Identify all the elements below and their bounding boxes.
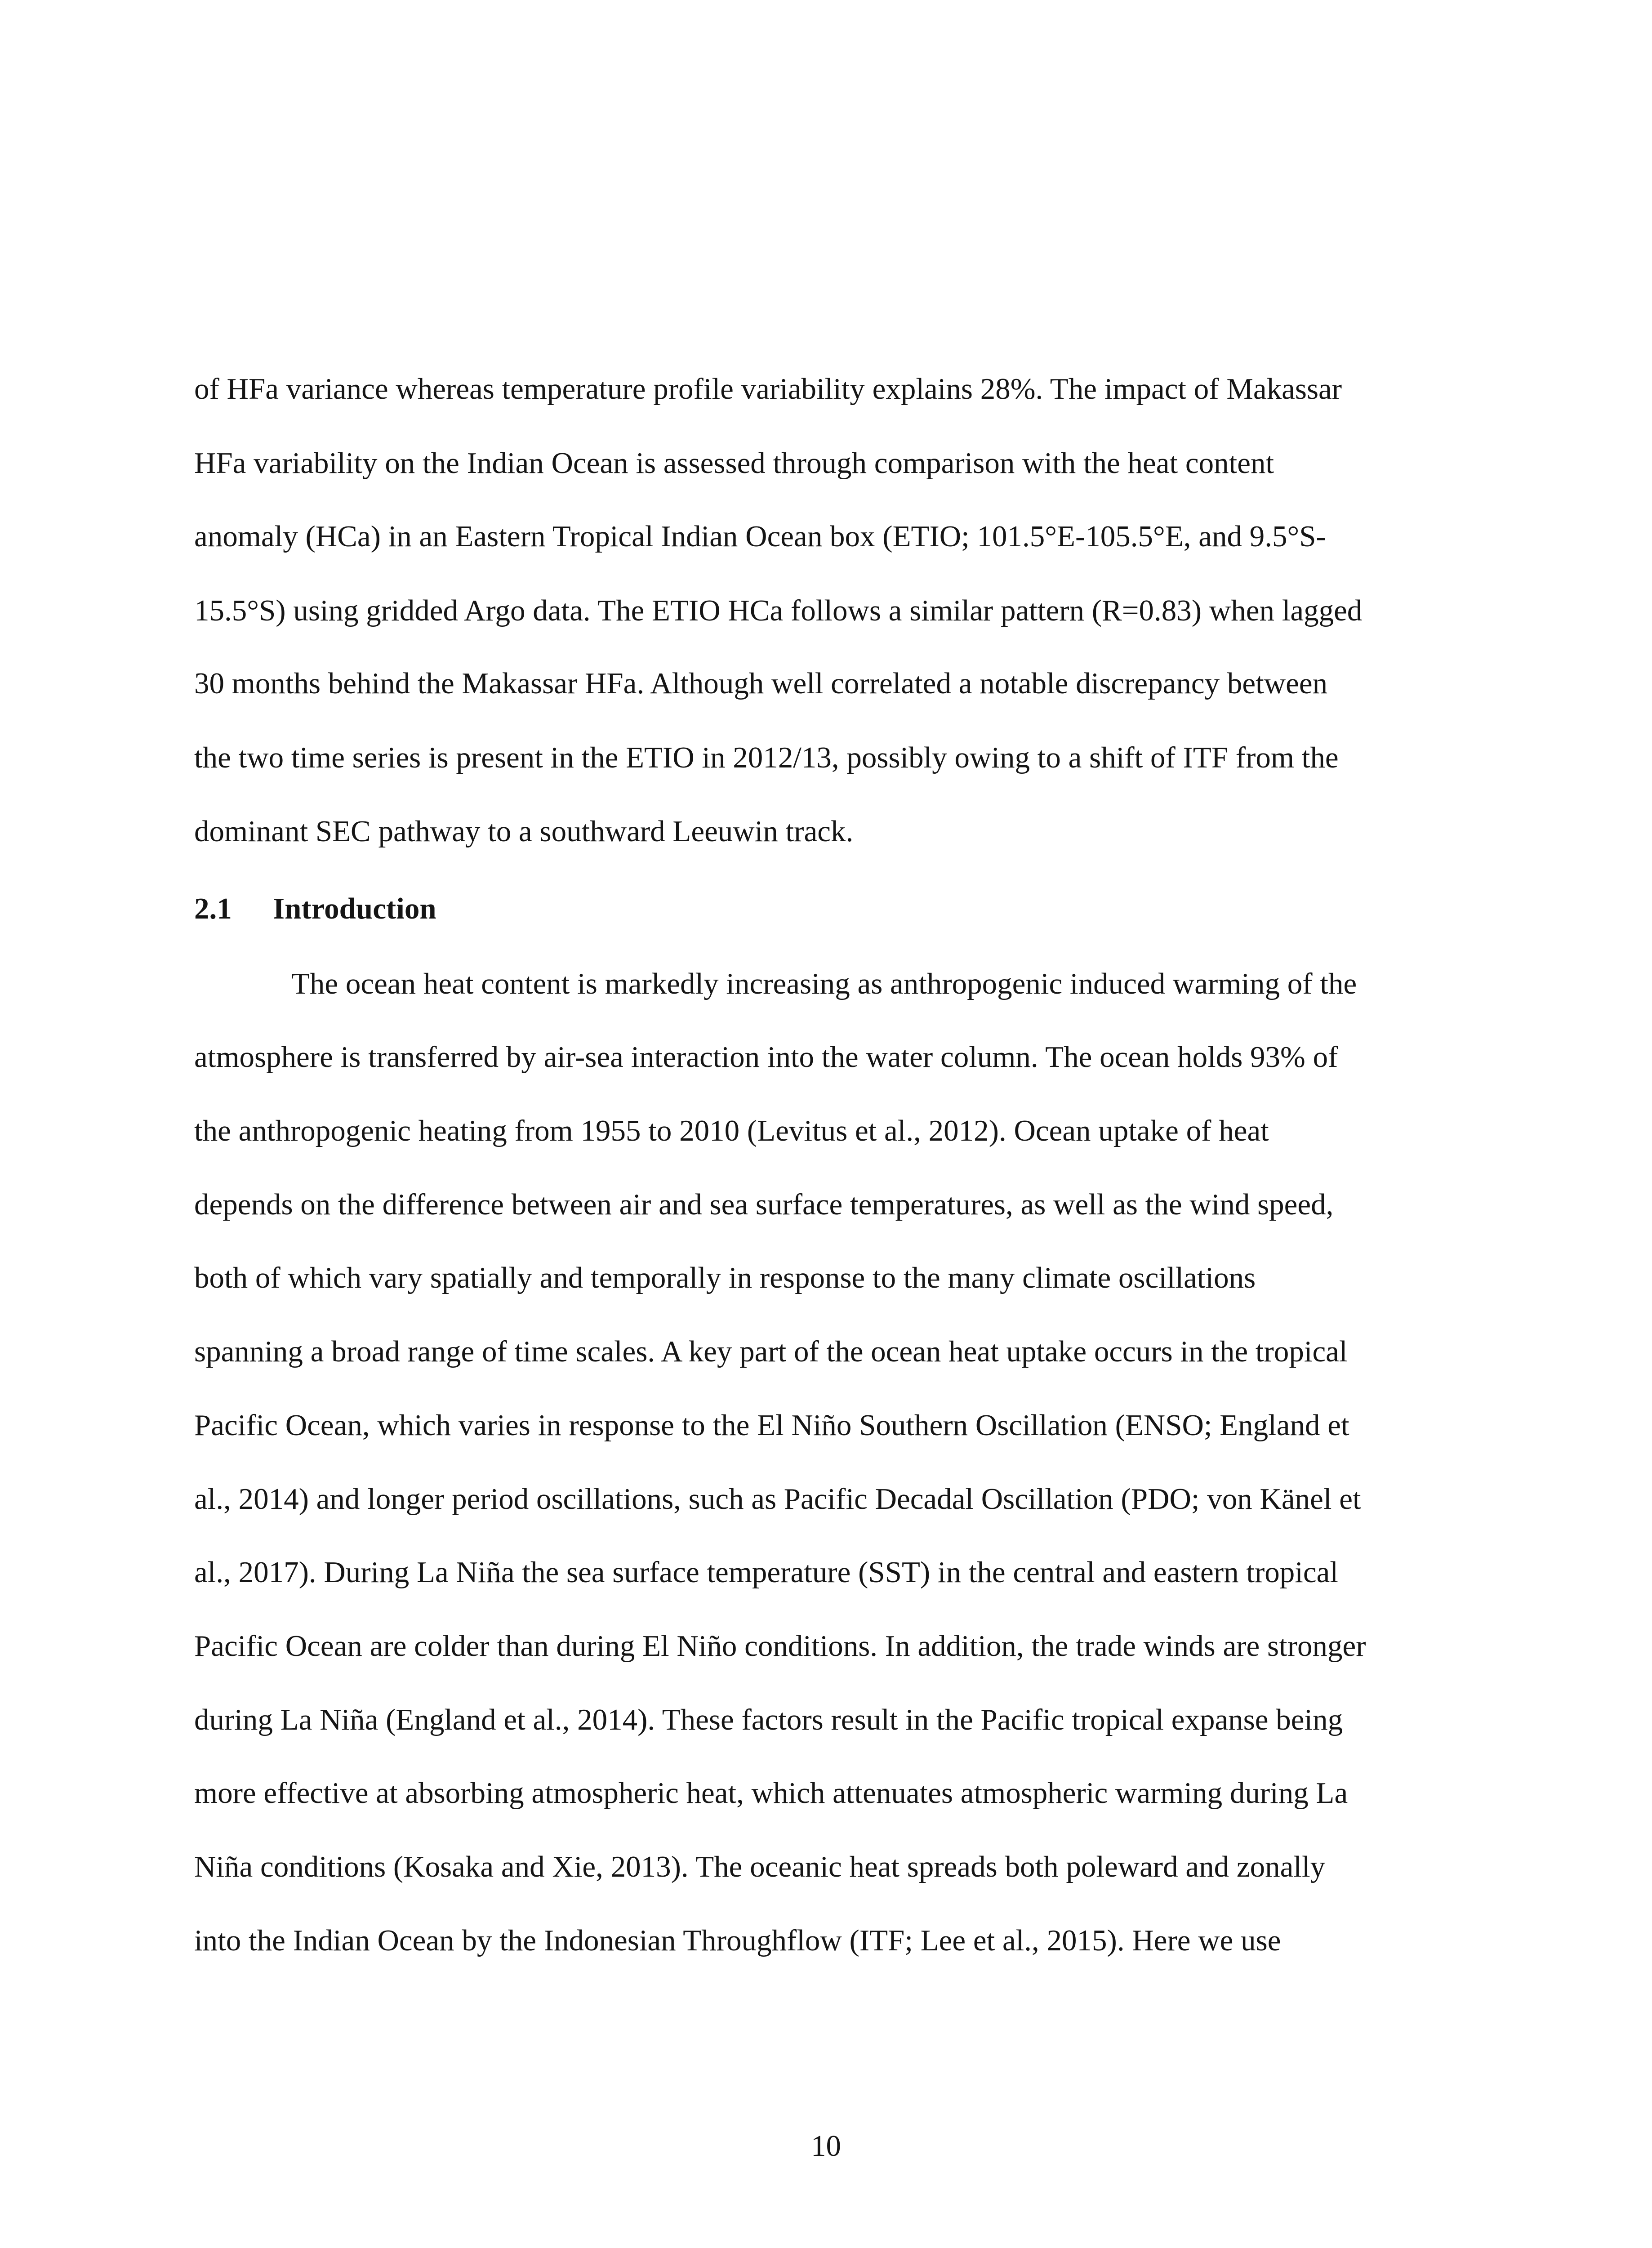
abstract-line: dominant SEC pathway to a southward Leeuwin track. xyxy=(194,815,854,848)
intro-line: into the Indian Ocean by the Indonesian Throughflow (ITF; Lee et al., 2015). Here we use xyxy=(194,1924,1281,1957)
intro-line: al., 2014) and longer period oscillations, such as Pacific Decadal Oscillation (PDO; von Känel et xyxy=(194,1482,1361,1516)
intro-line: Pacific Ocean, which varies in response to the El Niño Southern Oscillation (ENSO; England et xyxy=(194,1409,1349,1442)
abstract-line: the two time series is present in the ETIO in 2012/13, possibly owing to a shift of ITF from the xyxy=(194,741,1339,774)
section-heading xyxy=(194,888,436,929)
section-number: 2.1 xyxy=(194,892,232,925)
intro-line: the anthropogenic heating from 1955 to 2010 (Levitus et al., 2012). Ocean uptake of heat xyxy=(194,1114,1269,1147)
abstract-line: 30 months behind the Makassar HFa. Although well correlated a notable discrepancy between xyxy=(194,667,1328,700)
abstract-line: HFa variability on the Indian Ocean is assessed through comparison with the heat content xyxy=(194,446,1274,480)
abstract-line: of HFa variance whereas temperature profile variability explains 28%. The impact of Makassar xyxy=(194,372,1342,406)
intro-line: Niña conditions (Kosaka and Xie, 2013). The oceanic heat spreads both poleward and zonally xyxy=(194,1850,1326,1883)
intro-line: depends on the difference between air and sea surface temperatures, as well as the wind speed, xyxy=(194,1188,1334,1221)
page-number: 10 xyxy=(811,2129,841,2163)
section-title: Introduction xyxy=(273,892,436,925)
intro-line: more effective at absorbing atmospheric heat, which attenuates atmospheric warming during La xyxy=(194,1776,1348,1810)
intro-line: spanning a broad range of time scales. A key part of the ocean heat uptake occurs in the tropical xyxy=(194,1335,1348,1368)
intro-line: atmosphere is transferred by air-sea interaction into the water column. The ocean holds 93% of xyxy=(194,1040,1338,1074)
intro-line: The ocean heat content is markedly increasing as anthropogenic induced warming of the xyxy=(291,967,1357,1000)
abstract-line: 15.5°S) using gridded Argo data. The ETIO HCa follows a similar pattern (R=0.83) when lagged xyxy=(194,594,1363,627)
intro-line: al., 2017). During La Niña the sea surface temperature (SST) in the central and eastern tropical xyxy=(194,1556,1338,1589)
intro-line: both of which vary spatially and temporally in response to the many climate oscillations xyxy=(194,1261,1256,1294)
intro-line: during La Niña (England et al., 2014). These factors result in the Pacific tropical expanse being xyxy=(194,1703,1343,1736)
abstract-line: anomaly (HCa) in an Eastern Tropical Indian Ocean box (ETIO; 101.5°E-105.5°E, and 9.5°S- xyxy=(194,520,1326,553)
intro-line: Pacific Ocean are colder than during El Niño conditions. In addition, the trade winds are stronger xyxy=(194,1629,1366,1663)
